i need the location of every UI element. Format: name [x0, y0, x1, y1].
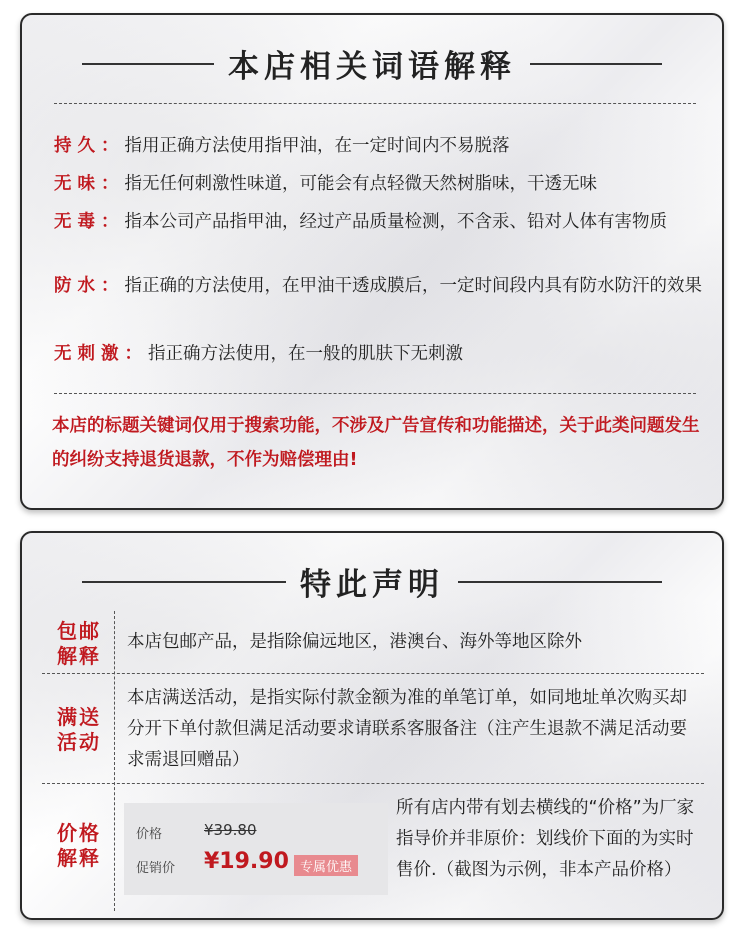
title-line-right: [530, 63, 662, 65]
row-text-gift: 本店满送活动，是指实际付款金额为准的单笔订单，如同地址单次购买却分开下单付款但满足活动要求请联系客服备注（注产生退款不满足活动要求需退回赠品）: [127, 688, 687, 770]
glossary-title-row: [22, 41, 722, 86]
title-line-right: [458, 581, 662, 583]
row-text-shipping: 本店包邮产品，是指除偏远地区，港澳台、海外等地区除外: [127, 632, 582, 652]
term-name: 防水：: [54, 276, 125, 296]
term-nontoxic: [54, 207, 702, 238]
sale-price: ¥19.90: [204, 849, 289, 874]
row-label-shipping: 包邮解释: [57, 619, 101, 668]
term-durable: [54, 131, 702, 162]
glossary-card: [20, 13, 724, 510]
row-divider: [42, 673, 704, 674]
exclusive-offer-tag: 专属优惠: [294, 855, 358, 876]
row-text-price: 所有店内带有划去横线的“价格”为厂家指导价并非原价：划线价下面的为实时售价.（截图为示例，非本产品价格）: [396, 798, 695, 880]
term-desc: 指无任何刺激性味道，可能会有点轻微天然树脂味，干透无味: [124, 174, 597, 194]
term-desc: 指用正确方法使用指甲油，在一定时间内不易脱落: [124, 136, 510, 156]
title-line-left: [82, 63, 214, 65]
orig-price: ¥39.80: [204, 821, 257, 839]
term-desc: 指正确方法使用，在一般的肌肤下无刺激: [148, 344, 463, 364]
term-name: 无味：: [54, 174, 125, 194]
price-example-image: [124, 803, 388, 895]
divider: [54, 103, 696, 104]
keyword-notice: 本店的标题关键词仅用于搜索功能，不涉及广告宣传和功能描述，关于此类问题发生的纠纷支持退货退款，不作为赔偿理由!: [52, 416, 700, 470]
term-waterproof: [54, 271, 702, 302]
term-name: 无毒：: [54, 212, 125, 232]
orig-price-label: 价格: [136, 827, 163, 842]
row-label-gift: 满送活动: [57, 705, 101, 754]
declaration-title-row: [22, 559, 722, 604]
term-odorless: [54, 169, 702, 200]
divider: [54, 393, 696, 394]
title-line-left: [82, 581, 286, 583]
term-desc: 指本公司产品指甲油，经过产品质量检测，不含汞、铅对人体有害物质: [124, 212, 667, 232]
glossary-title: 本店相关词语解释: [228, 49, 516, 85]
term-nonirritating: [54, 339, 702, 370]
column-divider: [114, 611, 115, 911]
row-label-price: 价格解释: [57, 821, 101, 870]
term-name: 持久：: [54, 136, 125, 156]
term-desc: 指正确的方法使用，在甲油干透成膜后，一定时间段内具有防水防汗的效果: [124, 276, 702, 296]
row-divider: [42, 783, 704, 784]
declaration-title: 特此声明: [300, 567, 444, 603]
sale-price-label: 促销价: [136, 861, 176, 876]
term-name: 无刺激：: [54, 344, 148, 364]
declaration-card: [20, 531, 724, 920]
